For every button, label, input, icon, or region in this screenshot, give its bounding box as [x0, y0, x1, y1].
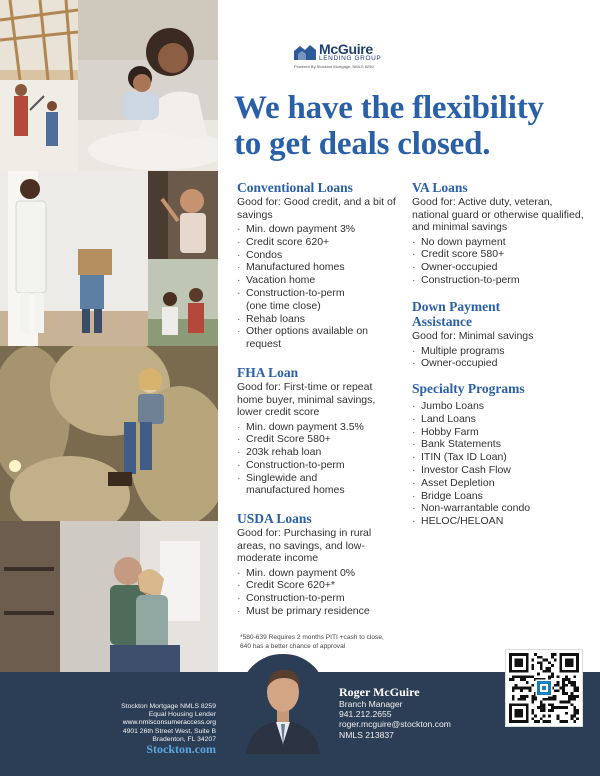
list-item: · Non-warrantable condo — [412, 502, 584, 515]
list-item: · Credit score 620+ — [237, 236, 397, 249]
list-item: · Owner-occupied — [412, 261, 584, 274]
list-item: · Min. down payment 3% — [237, 223, 397, 236]
list-item: · Construction-to-perm — [237, 459, 389, 472]
list-item: · Hobby Farm — [412, 426, 584, 439]
good-for-text: Good for: Minimal savings — [412, 330, 534, 342]
footnote-line-2: 640 has a better chance of approval — [240, 643, 346, 650]
company-line: Stockton Mortgage NMLS 8259 — [121, 703, 216, 710]
section-title: USDA Loans — [237, 511, 312, 526]
company-info — [36, 703, 216, 744]
feature-list — [412, 345, 584, 371]
contact-title: Branch Manager — [339, 699, 403, 709]
mother-and-child-photo — [78, 0, 218, 171]
down-payment-assistance-section — [412, 299, 584, 370]
feature-list — [412, 236, 584, 287]
good-for-text: Good for: Active duty, veteran, national guard or otherwise qualified, and minimal savings — [412, 196, 584, 233]
contact-nmls: NMLS 213837 — [339, 729, 394, 740]
conventional-loans-section — [237, 180, 397, 351]
list-item: · Investor Cash Flow — [412, 464, 584, 477]
mcguire-lending-logo — [294, 40, 394, 70]
list-item: · HELOC/HELOAN — [412, 515, 584, 528]
stockton-link[interactable]: Stockton.com — [146, 742, 216, 756]
section-title: VA Loans — [412, 180, 468, 195]
child-with-box-photo — [148, 171, 218, 259]
list-item: · Condos — [237, 249, 397, 262]
headline — [234, 90, 594, 162]
list-item: · Bank Statements — [412, 438, 584, 451]
contact-phone[interactable]: 941.212.2655 — [339, 709, 392, 720]
list-item: · Multiple programs — [412, 345, 584, 358]
couple-embracing-photo — [0, 521, 218, 672]
section-title: Specialty Programs — [412, 381, 525, 396]
specialty-programs-section — [412, 381, 584, 528]
list-item: · Credit Score 620+* — [237, 579, 393, 592]
list-item: · No down payment — [412, 236, 584, 249]
usda-loans-section — [237, 511, 393, 618]
contact-email[interactable]: roger.mcguire@stockton.com — [339, 719, 451, 730]
list-item: · Bridge Loans — [412, 490, 584, 503]
list-item: · Min. down payment 0% — [237, 567, 393, 580]
feature-list — [237, 421, 389, 498]
company-line: 4901 26th Street West, Suite B — [122, 727, 216, 735]
qr-code-icon — [509, 653, 579, 723]
roger-mcguire-portrait — [240, 654, 326, 754]
list-item: · Must be primary residence — [237, 605, 393, 618]
list-item: · Vacation home — [237, 274, 397, 287]
logo-tagline: Powered By Stockton Mortgage, NMLS 8259 — [294, 64, 374, 69]
list-item: · Min. down payment 3.5% — [237, 421, 389, 434]
good-for-text: Good for: Good credit, and a bit of savings — [237, 196, 396, 221]
list-item: · Construction-to-perm — [237, 592, 393, 605]
contact-block — [339, 685, 451, 740]
list-item: · Asset Depletion — [412, 477, 584, 490]
list-item: · Land Loans — [412, 413, 584, 426]
headline-line-2: to get deals closed. — [234, 126, 491, 162]
list-item: · Construction-to-perm (one time close) — [237, 287, 367, 313]
list-item: · Rehab loans — [237, 313, 397, 326]
fha-loan-section — [237, 365, 389, 497]
section-title: Conventional Loans — [237, 180, 353, 195]
contact-name: Roger McGuire — [339, 685, 420, 699]
footnote — [240, 633, 440, 651]
list-item: · 203k rehab loan — [237, 446, 389, 459]
feature-list — [237, 567, 393, 618]
couple-building-house-photo — [0, 0, 78, 171]
list-item: · Owner-occupied — [412, 357, 584, 370]
section-title-line-2: Assistance — [412, 314, 472, 329]
list-item: · ITIN (Tax ID Loan) — [412, 451, 584, 464]
list-item: · Credit score 580+ — [412, 248, 584, 261]
good-for-text: Good for: First-time or repeat home buyer, minimal savings, lower credit score — [237, 381, 376, 418]
company-line: Equal Housing Lender — [148, 711, 216, 719]
section-title: FHA Loan — [237, 365, 299, 380]
nmls-link[interactable]: www.nmlsconsumeraccess.org — [122, 719, 216, 727]
list-item: · Credit Score 580+ — [237, 433, 389, 446]
photo-column — [0, 0, 218, 672]
house-roof-icon — [294, 44, 316, 60]
headline-line-1: We have the flexibility — [234, 90, 544, 126]
logo-subtitle: LENDING GROUP — [319, 55, 382, 62]
list-item: · Jumbo Loans — [412, 400, 584, 413]
painting-couple-photo — [0, 171, 148, 346]
va-loans-section — [412, 180, 584, 287]
family-photo — [148, 259, 218, 346]
feature-list — [412, 400, 584, 528]
list-item: · Construction-to-perm — [412, 274, 584, 287]
footnote-line-1: *580-639 Requires 2 months PITI +cash to close, — [240, 634, 384, 641]
list-item: · Singlewide and manufactured homes — [237, 472, 362, 498]
feature-list — [237, 223, 397, 351]
list-item: · Other options available on request — [237, 325, 372, 351]
child-on-hay-bales-photo — [0, 346, 218, 521]
list-item: · Manufactured homes — [237, 261, 397, 274]
logo-name: McGuire — [319, 41, 373, 57]
good-for-text: Good for: Purchasing in rural areas, no savings, and low-moderate income — [237, 527, 372, 564]
section-title-line-1: Down Payment — [412, 299, 501, 314]
qr-code[interactable] — [505, 649, 583, 727]
company-line: Bradenton, FL 34207 — [152, 735, 216, 743]
